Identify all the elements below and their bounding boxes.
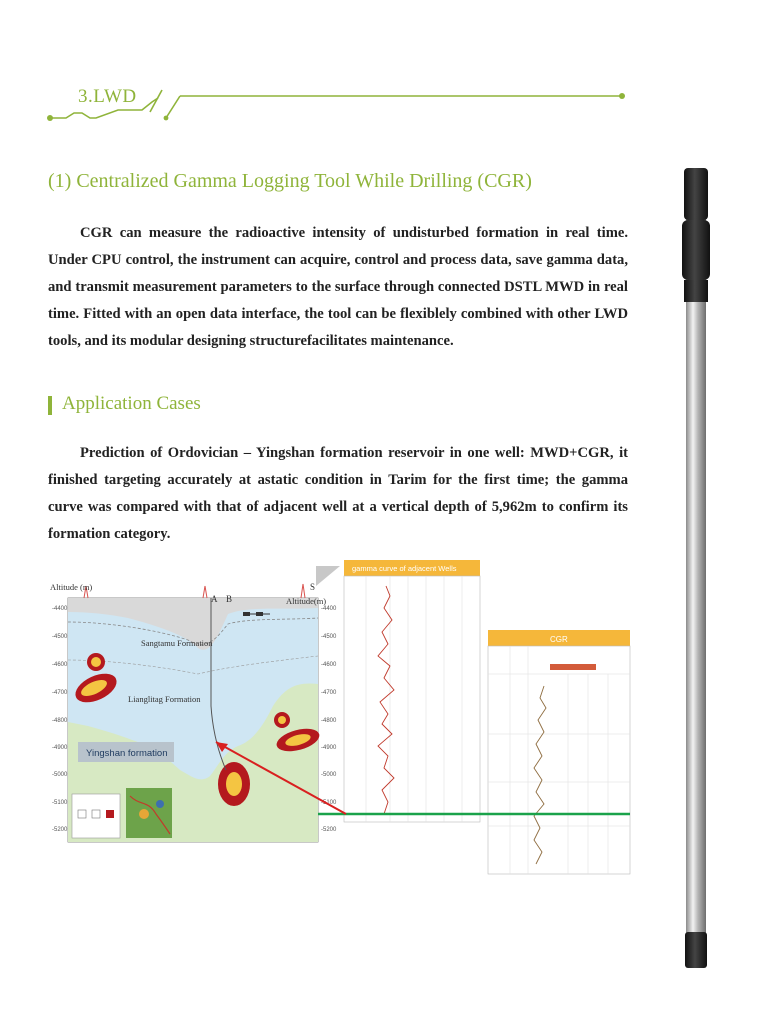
depth-tick-left: -4400 xyxy=(52,606,68,612)
depth-tick-left: -4900 xyxy=(52,745,68,751)
cgr-tool-image xyxy=(676,162,716,972)
right-axis-label: Altitude(m) xyxy=(286,596,327,606)
adjacent-well-gamma-panel xyxy=(344,560,480,822)
section-number: 3.LWD xyxy=(78,86,137,107)
depth-tick-left: -4600 xyxy=(52,662,68,668)
depth-tick-right: -4700 xyxy=(321,690,337,696)
application-case-figure xyxy=(48,556,638,876)
depth-tick-right: -4500 xyxy=(321,634,337,640)
case-paragraph: Prediction of Ordovician – Yingshan formation reservoir in one well: MWD+CGR, it finished targeting accurately at astatic condition in Tarim for the first time; the gamma curve was compared with that of adjacent well at a vertical depth of 5,962m to confirm its formation category. xyxy=(48,445,628,542)
depth-tick-right: -5100 xyxy=(321,800,337,806)
depth-tick-left: -5000 xyxy=(52,772,68,778)
depth-tick-left: -5100 xyxy=(52,800,68,806)
svg-text:S: S xyxy=(310,582,316,592)
svg-text:A: A xyxy=(211,594,218,604)
intro-paragraph: CGR can measure the radioactive intensity of undisturbed formation in real time. Under CPU control, the instrument can acquire, control and process data, save gamma data, and transmit measurement parameters to the surface through connected DSTL MWD in real time. Fitted with an open data interface, the tool can be flexiblely combined with other LWD tools, and its modular designing structurefacilitates maintenance. xyxy=(48,225,628,349)
adjacent-panel-title: gamma curve of adjacent Wells xyxy=(352,564,457,573)
well-marker-b: B xyxy=(226,594,233,604)
depth-tick-right: -4400 xyxy=(321,606,337,612)
depth-tick-right: -5200 xyxy=(321,827,337,833)
depth-tick-left: -4500 xyxy=(52,634,68,640)
section-title: Application Cases xyxy=(62,393,201,414)
formation-label-lianglitag: Lianglitag Formation xyxy=(128,694,201,704)
depth-tick-right: -4800 xyxy=(321,718,337,724)
inset-map xyxy=(126,788,172,838)
cross-section-diagram xyxy=(50,566,340,842)
cgr-panel xyxy=(488,630,630,874)
corner-marker xyxy=(316,566,340,586)
depth-tick-right: -4600 xyxy=(321,662,337,668)
cgr-panel-title: CGR xyxy=(550,635,568,644)
section-title-bar xyxy=(48,396,52,415)
formation-label-sangtamu: Sangtamu Formation xyxy=(141,638,213,648)
formation-label-yingshan: Yingshan formation xyxy=(86,748,168,759)
depth-tick-left: -4800 xyxy=(52,718,68,724)
subsection-title: (1) Centralized Gamma Logging Tool While Drilling (CGR) xyxy=(48,170,532,192)
left-axis-label: Altitude (m) xyxy=(50,582,93,592)
depth-tick-left: -4700 xyxy=(52,690,68,696)
depth-tick-right: -5000 xyxy=(321,772,337,778)
depth-tick-right: -4900 xyxy=(321,745,337,751)
depth-tick-left: -5200 xyxy=(52,827,68,833)
